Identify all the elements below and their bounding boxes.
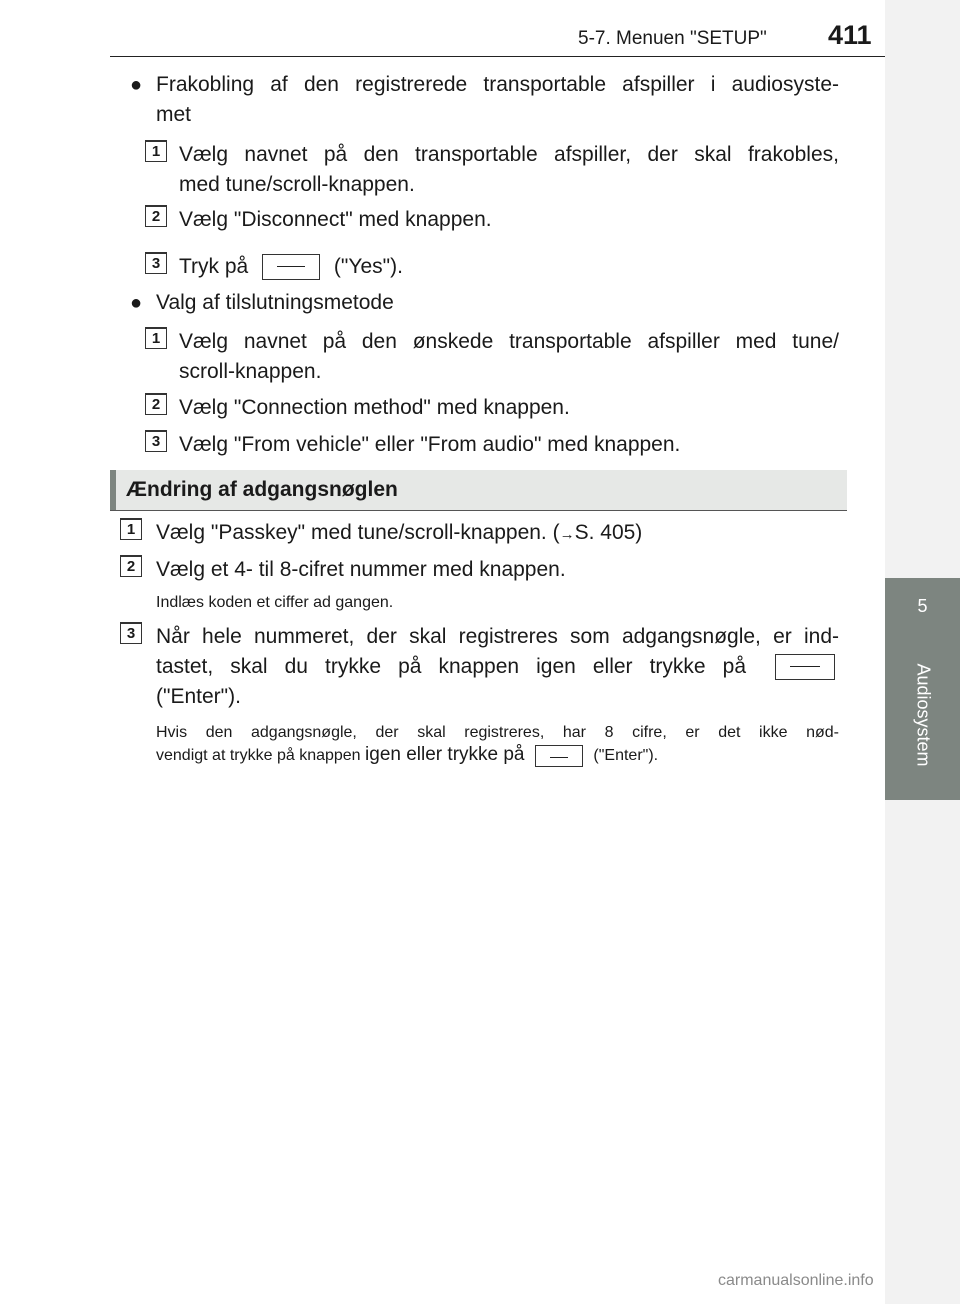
bullet-icon: ●	[130, 74, 143, 96]
step-number-1: 1	[145, 327, 167, 349]
note-text-a: vendigt at trykke på knappen	[156, 747, 361, 764]
section-divider	[110, 510, 847, 511]
step-text-line2: tastet, skal du trykke på knappen igen eller trykke på	[156, 655, 746, 678]
bullet-text-cont: met	[156, 103, 192, 126]
step-text-pre: Vælg "Passkey" med tune/scroll-knappen. (	[156, 521, 560, 544]
step-text: Vælg navnet på den transportable afspiller, der skal frakobles,	[179, 143, 839, 166]
chapter-label-tab[interactable]	[885, 630, 960, 800]
step-number-1: 1	[120, 518, 142, 540]
step-text-cont: ("Enter").	[156, 685, 241, 708]
step-number-3: 3	[120, 622, 142, 644]
page-reference-link[interactable]: S. 405)	[574, 521, 643, 544]
chapter-number-tab[interactable]: 5	[885, 578, 960, 630]
step-text-pre: Tryk på	[179, 255, 249, 278]
chapter-label: Audiosystem	[913, 663, 933, 767]
section-title: Ændring af adgangsnøglen	[126, 478, 398, 501]
page-number: 411	[828, 20, 872, 50]
step-number-2: 2	[120, 555, 142, 577]
bullet-text: Frakobling af den registrerede transportable afspiller i audiosyste-	[156, 73, 839, 96]
step-text: Vælg "From vehicle" eller "From audio" med knappen.	[179, 433, 681, 456]
step-text: Vælg navnet på den ønskede transportable afspiller med tune/	[179, 330, 839, 353]
step-text: Vælg "Disconnect" med knappen.	[179, 208, 492, 231]
step-text: Vælg "Connection method" med knappen.	[179, 396, 570, 419]
step-text	[179, 252, 403, 282]
bullet-icon: ●	[130, 292, 143, 314]
yes-button-icon	[262, 254, 320, 280]
step-text-cont: scroll-knappen.	[179, 360, 322, 383]
step-number-3: 3	[145, 252, 167, 274]
step-number-2: 2	[145, 393, 167, 415]
step-number-2: 2	[145, 205, 167, 227]
step-text: Vælg et 4- til 8-cifret nummer med knappen.	[156, 558, 566, 581]
step-text: Når hele nummeret, der skal registreres som adgangsnøgle, er ind-	[156, 625, 839, 648]
section-heading	[110, 470, 847, 510]
arrow-right-icon: →	[559, 526, 575, 543]
step-number-1: 1	[145, 140, 167, 162]
step-note: Hvis den adgangsnøgle, der skal registreres, har 8 cifre, er det ikke nød-	[156, 724, 839, 741]
note-text-b: igen eller trykke på	[365, 744, 525, 765]
enter-button-icon	[775, 654, 835, 680]
bullet-text: Valg af tilslutningsmetode	[156, 291, 394, 314]
watermark: carmanualsonline.info	[718, 1272, 874, 1289]
step-note: Indlæs koden et ciffer ad gangen.	[156, 594, 394, 611]
step-text-cont: med tune/scroll-knappen.	[179, 173, 415, 196]
enter-button-icon	[535, 745, 583, 767]
step-text	[156, 518, 642, 550]
step-text-cont	[156, 652, 839, 682]
step-number-3: 3	[145, 430, 167, 452]
step-text-post: ("Yes").	[333, 255, 403, 278]
step-note-cont	[156, 744, 658, 767]
header-divider	[110, 56, 910, 57]
header-section-title: 5-7. Menuen "SETUP"	[578, 28, 767, 49]
note-text-c: ("Enter").	[593, 747, 659, 764]
